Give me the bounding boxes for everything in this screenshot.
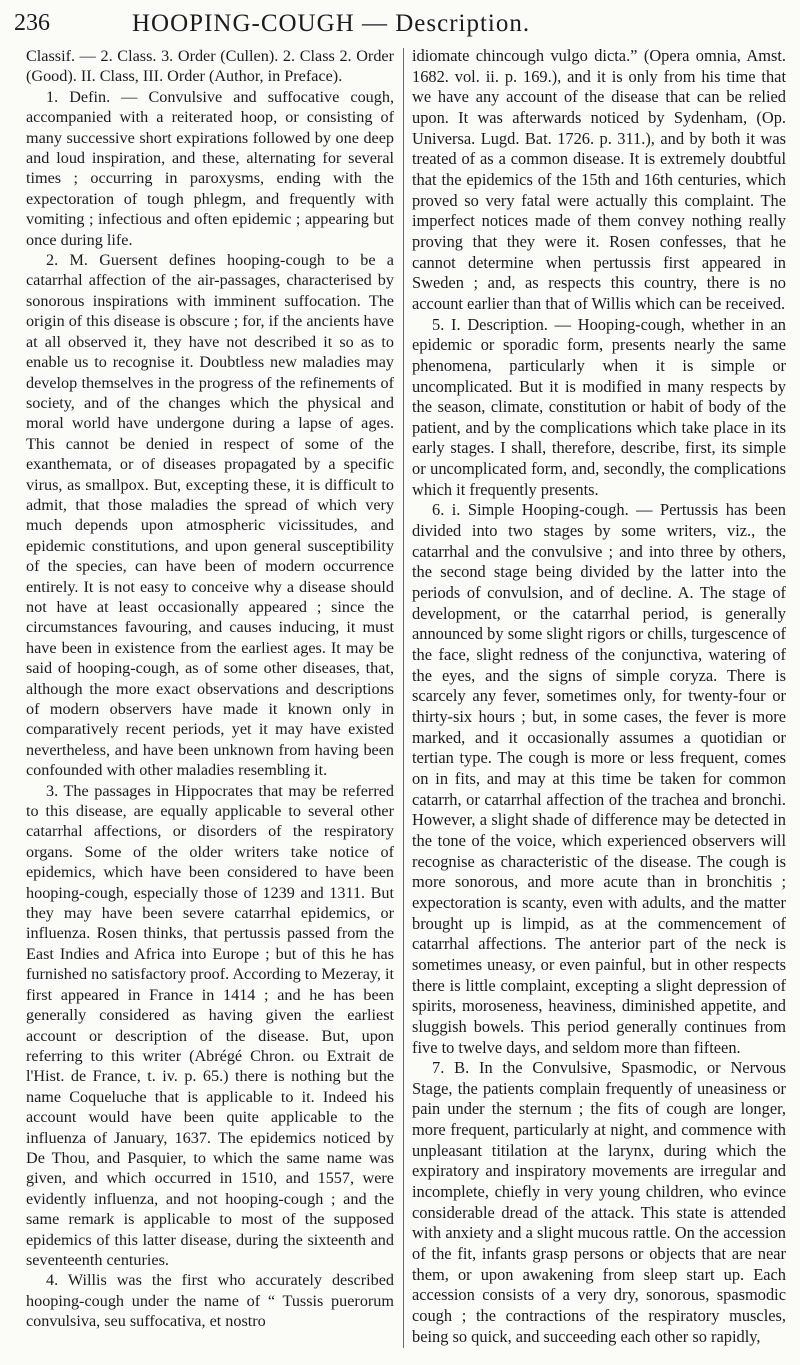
page-header <box>14 10 786 44</box>
paragraph-4: 4. Willis was the first who accurately described hooping-cough under the name of “ Tussis puerorum convulsiva, seu suffocativa, et nostro <box>26 1271 394 1331</box>
definition-paragraph: 1. Defin. — Convulsive and suffocative cough, accompanied with a reiterated hoop, or consisting of many successive short expirations followed by one deep and loud inspiration, and these, alternating for several times ; occurring in paroxysms, ending with the expectoration of tough phlegm, and frequently with vomiting ; infectious and often epidemic ; appearing but once during life. <box>26 87 394 249</box>
classification-paragraph: Classif. — 2. Class. 3. Order (Cullen). 2. Class 2. Order (Good). II. Class, III. Order (Author, in Preface). <box>26 47 394 86</box>
paragraph-7-convulsive-stage: 7. B. In the Convulsive, Spasmodic, or Nervous Stage, the patients complain frequently of uneasiness or pain under the sternum ; the fits of cough are longer, more frequent, particularly at night, and commence with unpleasant titilation at the larynx, during which the expiratory and inspiratory movements are irregular and incomplete, chiefly in very young children, who evince considerable dread of the attack. This state is attended with anxiety and a slight mucous rattle. On the accession of the fit, infants grasp persons or objects that are near them, or upon awakening from sleep start up. Each accession consists of a very dry, sonorous, spasmodic cough ; the contractions of the respiratory muscles, being so quick, and succeeding each other so rapidly, <box>412 1058 786 1346</box>
page-number: 236 <box>14 10 50 36</box>
paragraph-6-simple-hooping-cough: 6. i. Simple Hooping-cough. — Pertussis has been divided into two stages by some writers, viz., the catarrhal and the convulsive ; and into three by others, the second stage being divided by the latter into the periods of convulsion, and of decline. A. The stage of development, or the catarrhal period, is generally announced by some slight rigors or chills, turgescence of the face, slight redness of the conjunctiva, watering of the eyes, and the signs of simple coryza. There is scarcely any fever, sometimes only, for twenty-four or thirty-six hours ; but, in some cases, the fever is more marked, and it occasionally assumes a quotidian or tertian type. The cough is more or less frequent, comes on in fits, and may at this time be taken for common catarrh, or catarrhal affection of the trachea and bronchi. However, a slight shade of difference may be detected in the tone of the voice, which experienced observers will recognise as characteristic of the disease. The cough is more sonorous, and more acute than in bronchitis ; expectoration is scanty, even with adults, and the matter brought up is limpid, as at the commencement of catarrhal affections. The anterior part of the neck is sometimes uneasy, or even painful, but in other respects there is little complaint, excepting a slight depression of spirits, moroseness, heaviness, diminished appetite, and sluggish bowels. This period generally continues from five to twelve days, and seldom more than fifteen. <box>412 500 786 1057</box>
paragraph-2: 2. M. Guersent defines hooping-cough to be a catarrhal affection of the air-passages, characterised by sonorous inspirations with imminent suffocation. The origin of this disease is obscure ; for, if the ancients have at all observed it, they have not described it so as to enable us to recognise it. Doubtless new maladies may develop themselves in the progress of the refinements of society, and of the changes which the physical and moral world have undergone during a lapse of ages. This cannot be denied in respect of some of the exanthemata, or of diseases propagated by a specific virus, as smallpox. But, excepting these, it is difficult to admit, that those maladies the spread of which very much depends upon atmospheric vicissitudes, and epidemic constitutions, and upon general susceptibility of the species, can have been of modern occurrence entirely. It is not easy to conceive why a disease should not have at least occasionally appeared ; since the circumstances favouring, and causes inducing, it must have been in existence from the earliest ages. It may be said of hooping-cough, as of some other diseases, that, although the more exact observations and descriptions of modern observers have made it known only in comparatively recent periods, yet it may have existed nevertheless, and have been unknown from having been confounded with other maladies resembling it. <box>26 251 394 780</box>
paragraph-3: 3. The passages in Hippocrates that may be referred to this disease, are equally applicable to several other catarrhal affections, or disorders of the respiratory organs. Some of the older writers take notice of epidemics, which have been considered to have been hooping-cough, especially those of 1239 and 1311. But they may have been severe catarrhal epidemics, or influenza. Rosen thinks, that pertussis passed from the East Indies and Africa into Europe ; but of this he has furnished no satisfactory proof. According to Mezeray, it first appeared in France in 1414 ; and he has been generally considered as having given the earliest account or description of the disease. But, upon referring to this writer (Abrégé Chron. ou Extrait de l'Hist. de France, t. iv. p. 65.) there is nothing but the name Coqueluche that is applicable to it. Indeed his account would have been quite applicable to the influenza of January, 1637. The epidemics noticed by De Thou, and Pasquier, to which the same name was given, and which occurred in 1510, and 1557, were evidently influenza, and not hooping-cough ; and the same remark is applicable to most of the supposed epidemics of this latter disease, during the sixteenth and seventeenth centuries. <box>26 781 395 1269</box>
paragraph-5-description: 5. I. Description. — Hooping-cough, whether in an epidemic or sporadic form, presents nearly the same phenomena, particularly when it is simple or uncomplicated. But it is modified in many respects by the season, climate, constitution or habit of body of the patient, and by the complications which take place in its early stages. I shall, therefore, describe, first, its simple or uncomplicated form, and, secondly, the complications which it frequently presents. <box>412 314 786 499</box>
right-column <box>412 46 786 1347</box>
paragraph-4-continued: idiomate chincough vulgo dicta.” (Opera omnia, Amst. 1682. vol. ii. p. 169.), and it is only from his time that we have any account of the disease that can be relied upon. It was afterwards noticed by Sydenham, (Op. Universa. Lugd. Bat. 1726. p. 311.), and by both it was treated of as a common disease. It is extremely doubtful that the epidemics of the 15th and 16th centuries, which proved so very fatal were actually this complaint. The imperfect notices made of them convey nothing really proving that they were it. Rosen confesses, that he cannot determine when pertussis first appeared in Sweden ; and, as respects this country, there is no account earlier than that of Willis which can be received. <box>412 46 786 313</box>
running-title: HOOPING-COUGH — Description. <box>132 10 531 37</box>
column-divider <box>403 48 404 1348</box>
left-column <box>26 46 394 1332</box>
